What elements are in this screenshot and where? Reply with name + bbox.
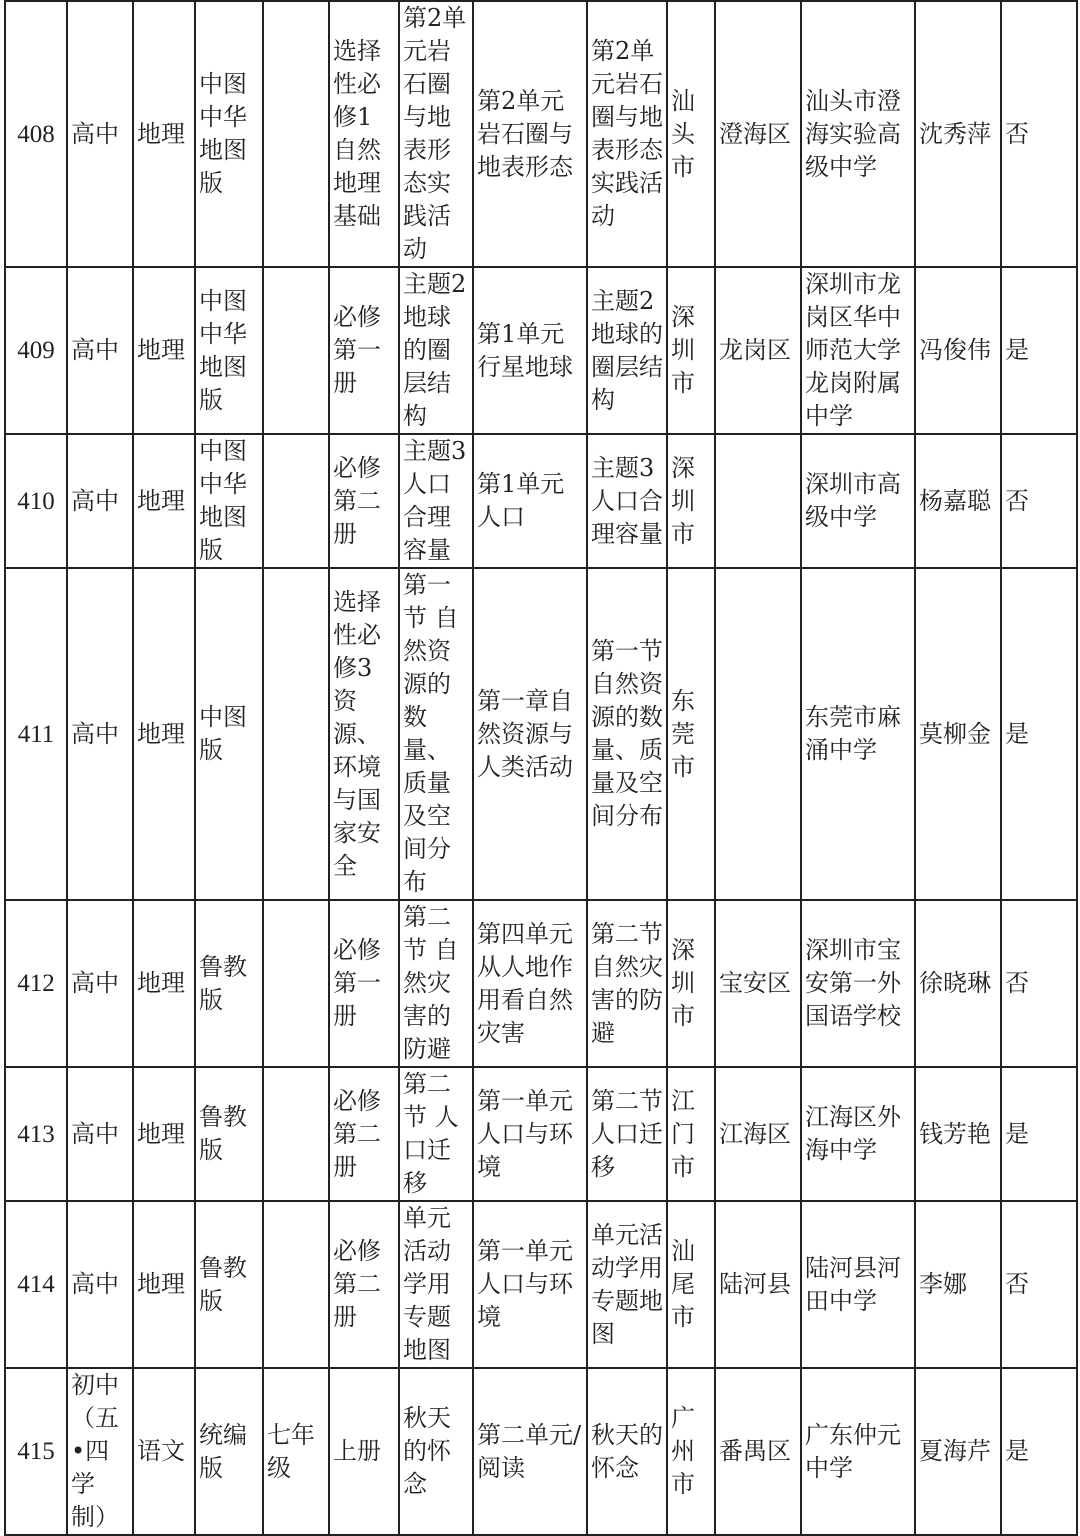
grade bbox=[263, 267, 329, 434]
subject: 地理 bbox=[133, 1, 195, 267]
district: 江海区 bbox=[715, 1067, 801, 1201]
school-name: 深圳市宝安第一外国语学校 bbox=[801, 900, 915, 1067]
school-level: 高中 bbox=[67, 267, 133, 434]
lesson-title: 第一节 自然资源的数量、质量及空间分布 bbox=[399, 568, 473, 900]
unit: 第四单元从人地作用看自然灾害 bbox=[473, 900, 587, 1067]
school-name: 陆河县河田中学 bbox=[801, 1201, 915, 1368]
lesson-title: 第二节 自然灾害的防避 bbox=[399, 900, 473, 1067]
lesson-topic: 秋天的怀念 bbox=[587, 1368, 667, 1535]
row-number: 410 bbox=[5, 434, 67, 568]
subject: 地理 bbox=[133, 267, 195, 434]
city: 汕尾市 bbox=[667, 1201, 715, 1368]
row-number: 411 bbox=[5, 568, 67, 900]
district bbox=[715, 434, 801, 568]
city: 东莞市 bbox=[667, 568, 715, 900]
volume: 必修第二册 bbox=[329, 434, 399, 568]
lesson-title: 秋天的怀念 bbox=[399, 1368, 473, 1535]
grade bbox=[263, 1201, 329, 1368]
table-row bbox=[5, 1368, 1077, 1535]
school-name: 深圳市高级中学 bbox=[801, 434, 915, 568]
unit: 第一单元人口与环境 bbox=[473, 1067, 587, 1201]
volume: 必修第二册 bbox=[329, 1201, 399, 1368]
yes-no-flag: 是 bbox=[1001, 568, 1077, 900]
grade bbox=[263, 900, 329, 1067]
volume: 选择性必修3资源、环境与国家安全 bbox=[329, 568, 399, 900]
city: 广州市 bbox=[667, 1368, 715, 1535]
volume: 必修第一册 bbox=[329, 900, 399, 1067]
table-row bbox=[5, 1, 1077, 267]
yes-no-flag: 是 bbox=[1001, 267, 1077, 434]
subject: 地理 bbox=[133, 900, 195, 1067]
grade bbox=[263, 1, 329, 267]
subject: 语文 bbox=[133, 1368, 195, 1535]
textbook-edition: 鲁教版 bbox=[195, 1067, 263, 1201]
district: 宝安区 bbox=[715, 900, 801, 1067]
city: 江门市 bbox=[667, 1067, 715, 1201]
school-name: 东莞市麻涌中学 bbox=[801, 568, 915, 900]
school-name: 汕头市澄海实验高级中学 bbox=[801, 1, 915, 267]
row-number: 409 bbox=[5, 267, 67, 434]
table-row bbox=[5, 568, 1077, 900]
lesson-topic: 第二节 人口迁移 bbox=[587, 1067, 667, 1201]
teacher-name: 夏海芹 bbox=[915, 1368, 1001, 1535]
table-row bbox=[5, 1067, 1077, 1201]
subject: 地理 bbox=[133, 568, 195, 900]
textbook-edition: 中图版 bbox=[195, 568, 263, 900]
textbook-edition: 统编版 bbox=[195, 1368, 263, 1535]
lesson-title: 单元活动学用专题地图 bbox=[399, 1201, 473, 1368]
lesson-topic: 主题2地球的圈层结构 bbox=[587, 267, 667, 434]
district: 澄海区 bbox=[715, 1, 801, 267]
table-row bbox=[5, 267, 1077, 434]
row-number: 408 bbox=[5, 1, 67, 267]
lesson-topic: 主题3人口合理容量 bbox=[587, 434, 667, 568]
lesson-topic: 第二节 自然灾害的防避 bbox=[587, 900, 667, 1067]
yes-no-flag: 否 bbox=[1001, 1, 1077, 267]
subject: 地理 bbox=[133, 1067, 195, 1201]
table-row bbox=[5, 434, 1077, 568]
table-row bbox=[5, 900, 1077, 1067]
school-level: 初中（五•四学制） bbox=[67, 1368, 133, 1535]
textbook-edition: 中图中华地图版 bbox=[195, 434, 263, 568]
textbook-edition: 中图中华地图版 bbox=[195, 267, 263, 434]
lesson-topic: 单元活动学用专题地图 bbox=[587, 1201, 667, 1368]
lesson-title: 主题2地球的圈层结构 bbox=[399, 267, 473, 434]
volume: 选择性必修1自然地理基础 bbox=[329, 1, 399, 267]
unit: 第一单元人口与环境 bbox=[473, 1201, 587, 1368]
unit: 第1单元行星地球 bbox=[473, 267, 587, 434]
lesson-topic: 第2单元岩石圈与地表形态实践活动 bbox=[587, 1, 667, 267]
lesson-topic: 第一节 自然资源的数量、质量及空间分布 bbox=[587, 568, 667, 900]
yes-no-flag: 否 bbox=[1001, 1201, 1077, 1368]
district bbox=[715, 568, 801, 900]
lesson-title: 第二节 人口迁移 bbox=[399, 1067, 473, 1201]
school-level: 高中 bbox=[67, 900, 133, 1067]
yes-no-flag: 否 bbox=[1001, 434, 1077, 568]
textbook-edition: 中图中华地图版 bbox=[195, 1, 263, 267]
school-level: 高中 bbox=[67, 1067, 133, 1201]
school-name: 江海区外海中学 bbox=[801, 1067, 915, 1201]
teacher-name: 钱芳艳 bbox=[915, 1067, 1001, 1201]
lesson-title: 主题3人口合理容量 bbox=[399, 434, 473, 568]
volume: 必修第一册 bbox=[329, 267, 399, 434]
school-level: 高中 bbox=[67, 434, 133, 568]
unit: 第二单元/阅读 bbox=[473, 1368, 587, 1535]
textbook-edition: 鲁教版 bbox=[195, 1201, 263, 1368]
school-name: 广东仲元中学 bbox=[801, 1368, 915, 1535]
school-level: 高中 bbox=[67, 1, 133, 267]
school-name: 深圳市龙岗区华中师范大学龙岗附属中学 bbox=[801, 267, 915, 434]
district: 龙岗区 bbox=[715, 267, 801, 434]
row-number: 415 bbox=[5, 1368, 67, 1535]
subject: 地理 bbox=[133, 1201, 195, 1368]
grade bbox=[263, 1067, 329, 1201]
unit: 第2单元岩石圈与地表形态 bbox=[473, 1, 587, 267]
subject: 地理 bbox=[133, 434, 195, 568]
yes-no-flag: 否 bbox=[1001, 900, 1077, 1067]
city: 深圳市 bbox=[667, 434, 715, 568]
yes-no-flag: 是 bbox=[1001, 1067, 1077, 1201]
teacher-name: 冯俊伟 bbox=[915, 267, 1001, 434]
row-number: 413 bbox=[5, 1067, 67, 1201]
grade: 七年级 bbox=[263, 1368, 329, 1535]
teacher-name: 李娜 bbox=[915, 1201, 1001, 1368]
unit: 第一章自然资源与人类活动 bbox=[473, 568, 587, 900]
teacher-name: 徐晓琳 bbox=[915, 900, 1001, 1067]
table-row bbox=[5, 1201, 1077, 1368]
city: 汕头市 bbox=[667, 1, 715, 267]
row-number: 412 bbox=[5, 900, 67, 1067]
row-number: 414 bbox=[5, 1201, 67, 1368]
yes-no-flag: 是 bbox=[1001, 1368, 1077, 1535]
unit: 第1单元人口 bbox=[473, 434, 587, 568]
course-table bbox=[4, 0, 1078, 1536]
school-level: 高中 bbox=[67, 568, 133, 900]
volume: 必修第二册 bbox=[329, 1067, 399, 1201]
grade bbox=[263, 568, 329, 900]
teacher-name: 沈秀萍 bbox=[915, 1, 1001, 267]
city: 深圳市 bbox=[667, 267, 715, 434]
textbook-edition: 鲁教版 bbox=[195, 900, 263, 1067]
lesson-title: 第2单元岩石圈与地表形态实践活动 bbox=[399, 1, 473, 267]
teacher-name: 杨嘉聪 bbox=[915, 434, 1001, 568]
district: 番禺区 bbox=[715, 1368, 801, 1535]
teacher-name: 莫柳金 bbox=[915, 568, 1001, 900]
volume: 上册 bbox=[329, 1368, 399, 1535]
school-level: 高中 bbox=[67, 1201, 133, 1368]
grade bbox=[263, 434, 329, 568]
city: 深圳市 bbox=[667, 900, 715, 1067]
district: 陆河县 bbox=[715, 1201, 801, 1368]
